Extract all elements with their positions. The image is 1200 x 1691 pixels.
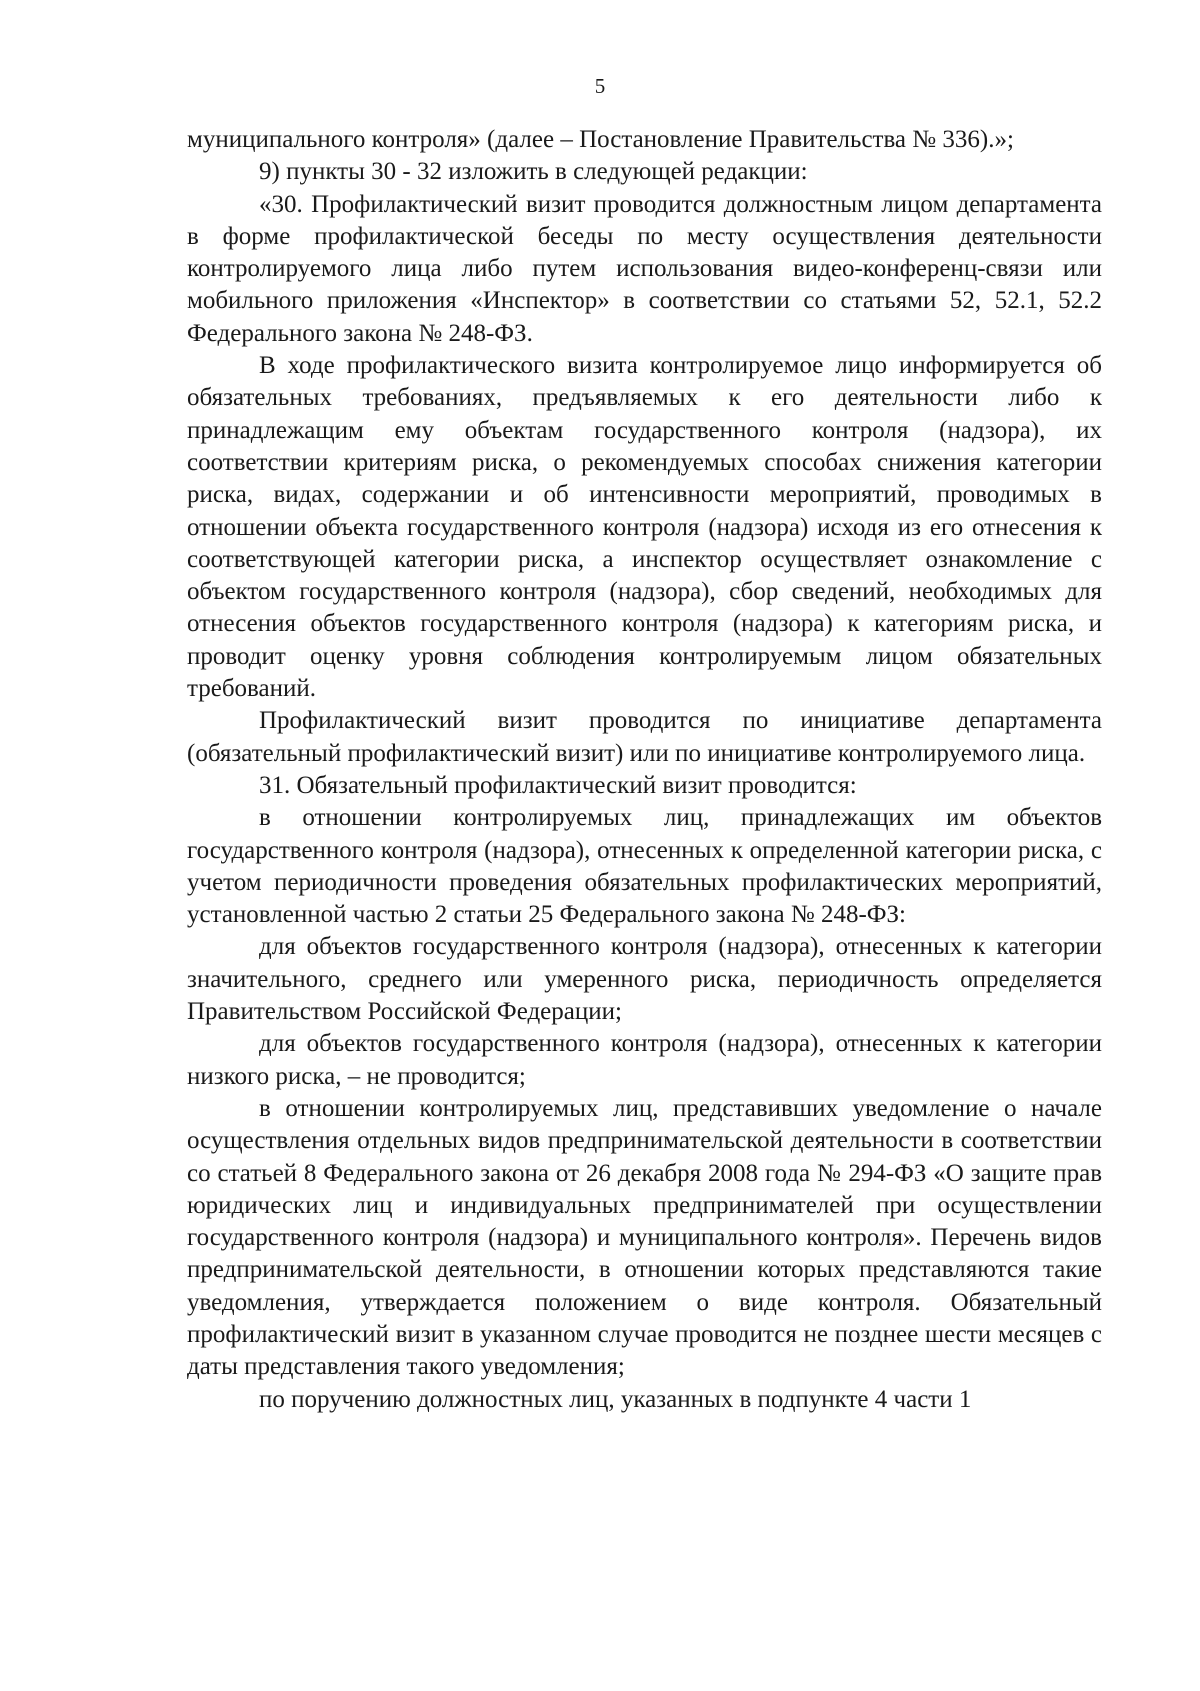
paragraph-point-31: 31. Обязательный профилактический визит проводится: (259, 771, 857, 799)
paragraph-significant-risk: для объектов государственного контроля (надзора), отнесенных к категории значительного, среднего или умеренного риска, периодичность определяется Правительством Российской Федерации; (187, 933, 1102, 1026)
page-number: 5 (594, 74, 606, 98)
paragraph-continuation: муниципального контроля» (далее – Постановление Правительства № 336).»; (187, 126, 1014, 153)
paragraph-visit-initiative: Профилактический визит проводится по инициативе департамента (обязательный профилактический визит) или по инициативе контролируемого лица. (187, 707, 1102, 767)
paragraph-low-risk: для объектов государственного контроля (надзора), отнесенных к категории низкого риска, – не проводится; (187, 1030, 1102, 1090)
paragraph-item-9: 9) пункты 30 - 32 изложить в следующей редакции: (259, 158, 808, 186)
paragraph-visit-course: В ходе профилактического визита контролируемое лицо информируется об обязательных требованиях, предъявляемых к его деятельности либо к принадлежащим ему объектам государственного контроля (надзора), их соответствии критериям риска, о рекомендуемых способах снижения категории риска, видах, содержании и об интенсивности мероприятий, проводимых в отношении объекта государственного контроля (надзора) исходя из его отнесения к соответствующей категории риска, а инспектор осуществляет ознакомление с объектом государственного контроля (надзора), сбор сведений, необходимых для отнесения объектов государственного контроля (надзора) к категориям риска, и проводит оценку уровня соблюдения контролируемым лицом обязательных требований. (187, 352, 1102, 703)
document-body (187, 124, 1102, 1416)
paragraph-notification: в отношении контролируемых лиц, представивших уведомление о начале осуществления отдельных видов предпринимательской деятельности в соответствии со статьей 8 Федерального закона от 26 декабря 2008 года № 294-ФЗ «О защите прав юридических лиц и индивидуальных предпринимателей при осуществлении государственного контроля (надзора) и муниципального контроля». Перечень видов предпринимательской деятельности, в отношении которых представляются такие уведомления, утверждается положением о виде контроля. Обязательный профилактический визит в указанном случае проводится не позднее шести месяцев с даты представления такого уведомления; (187, 1094, 1102, 1381)
paragraph-risk-category: в отношении контролируемых лиц, принадлежащих им объектов государственного контроля (надзора), отнесенных к определенной категории риска, с учетом периодичности проведения обязательных профилактических мероприятий, установленной частью 2 статьи 25 Федерального закона № 248-ФЗ: (187, 804, 1102, 929)
paragraph-by-order: по поручению должностных лиц, указанных в подпункте 4 части 1 (259, 1385, 972, 1413)
paragraph-point-30: «30. Профилактический визит проводится должностным лицом департамента в форме профилактической беседы по месту осуществления деятельности контролируемого лица либо путем использования видео-конференц-связи или мобильного приложения «Инспектор» в соответствии со статьями 52, 52.1, 52.2 Федерального закона № 248-ФЗ. (187, 190, 1102, 347)
